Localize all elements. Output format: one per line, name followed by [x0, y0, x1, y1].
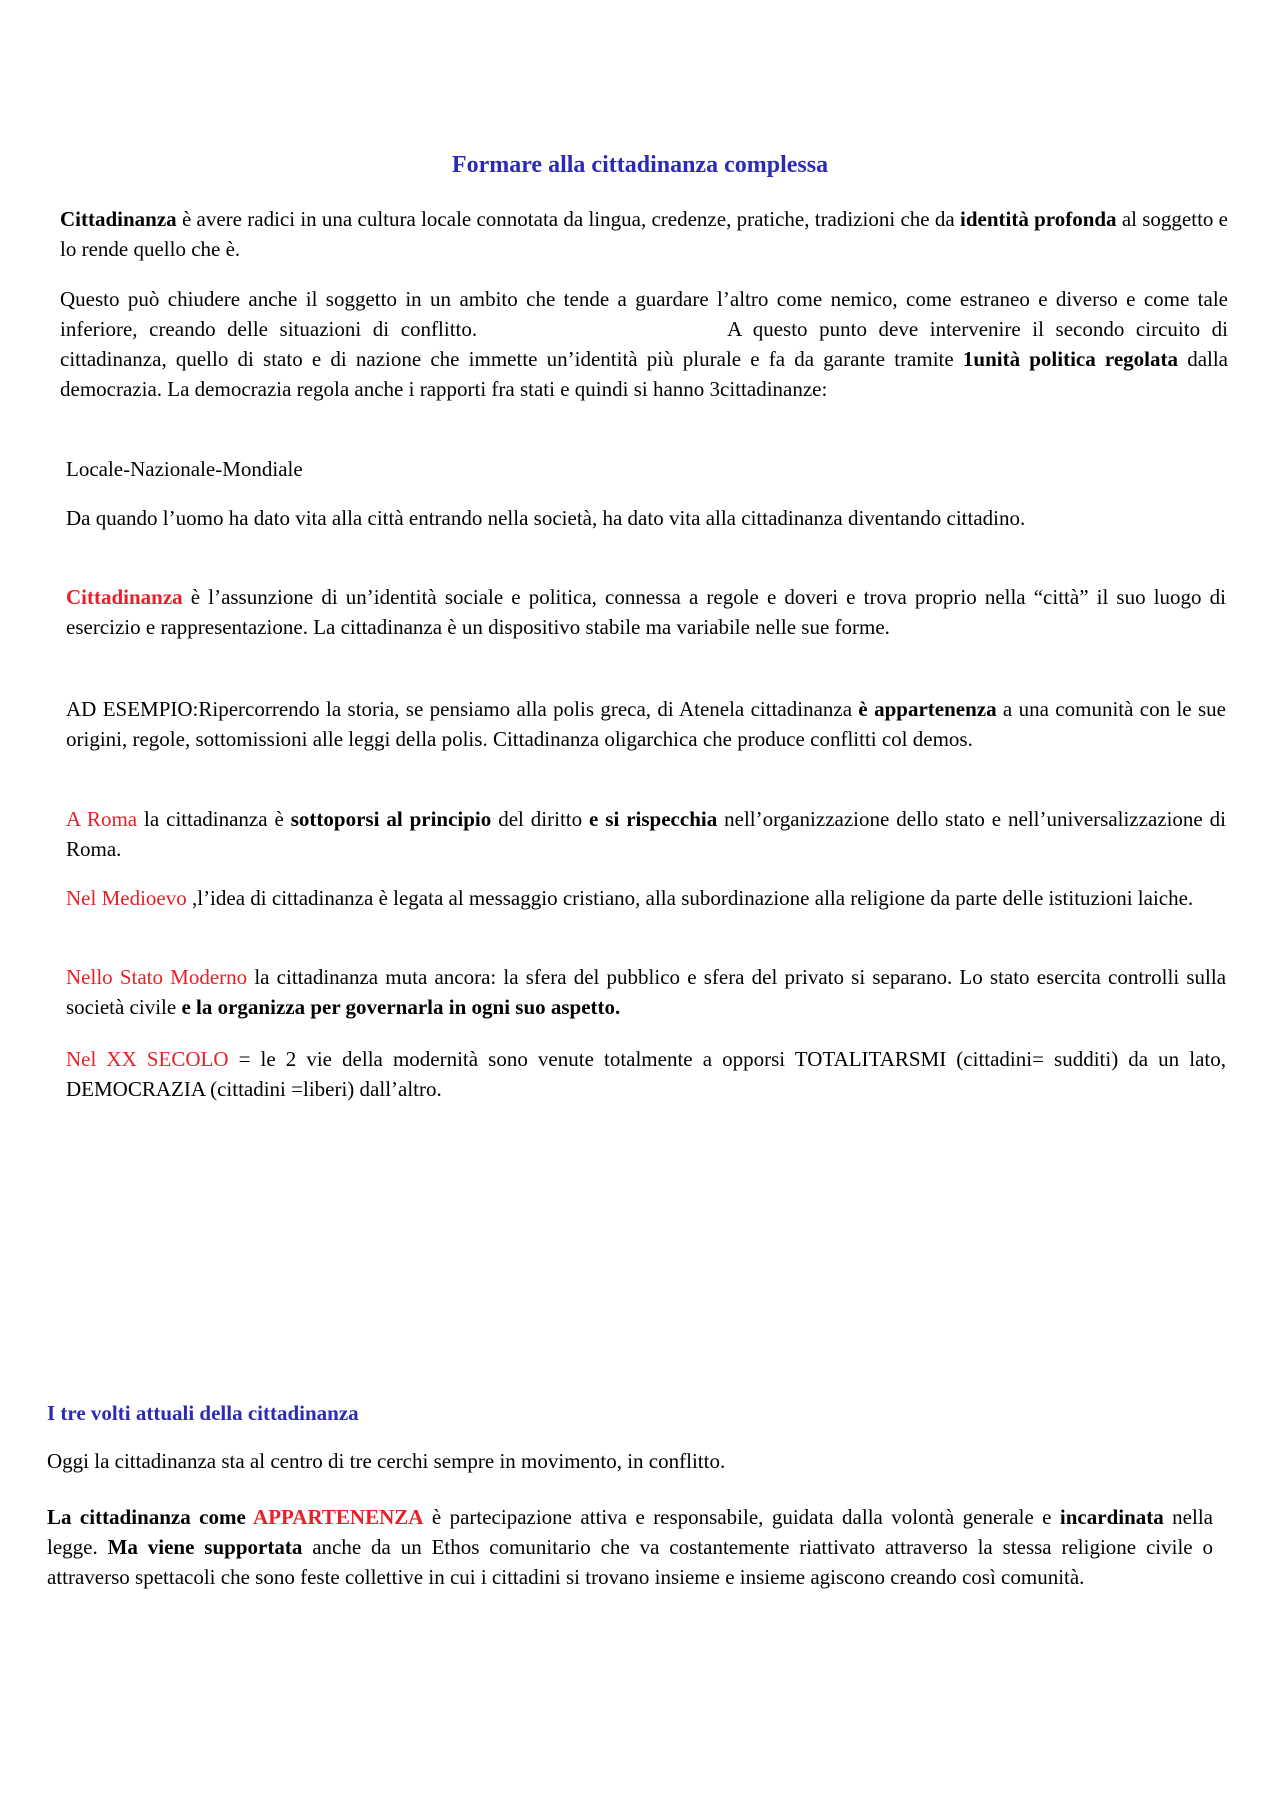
paragraph-greece: AD ESEMPIO:Ripercorrendo la storia, se pensiamo alla polis greca, di Atenela cittadinanza è appartenenza a una comunità con le sue origini, regole, sottomissioni alle leggi della polis. Cittadinanza oligarchica che produce conflitti col demos.	[66, 697, 1226, 751]
paragraph-modern-state: Nello Stato Moderno la cittadinanza muta ancora: la sfera del pubblico e sfera del privato si separano. Lo stato esercita controlli sulla società civile e la organizza per governarla in ogni suo aspetto.	[66, 965, 1227, 1019]
paragraph-belonging: La cittadinanza come APPARTENENZA è partecipazione attiva e responsabile, guidata dalla volontà generale e incardinata nella legge. Ma viene supportata anche da un Ethos comunitario che va costantemente riattivato attraverso la stessa religione civile o attraverso spettacoli che sono feste collettive in cui i cittadini si trovano insieme e insieme agiscono creando così comunità.	[47, 1505, 1213, 1589]
page-title: Formare alla cittadinanza complessa	[451, 152, 829, 178]
paragraph-assumption: Cittadinanza è l’assunzione di un’identità sociale e politica, connessa a regole e doveri e trova proprio nella “città” il suo luogo di esercizio e rappresentazione. La cittadinanza è un dispositivo stabile ma variabile nelle sue forme.	[66, 585, 1226, 639]
paragraph-definition: Cittadinanza è avere radici in una cultura locale connotata da lingua, credenze, pratiche, tradizioni che da identità profonda al soggetto e lo rende quello che è.	[60, 207, 1228, 261]
section-heading: I tre volti attuali della cittadinanza	[47, 1401, 359, 1425]
paragraph-origin: Da quando l’uomo ha dato vita alla città entrando nella società, ha dato vita alla cittadinanza diventando cittadino.	[66, 506, 1026, 530]
paragraph-levels: Locale-Nazionale-Mondiale	[66, 457, 303, 481]
paragraph-rome: A Roma la cittadinanza è sottoporsi al principio del diritto e si rispecchia nell’organizzazione dello stato e nell’universalizzazione di Roma.	[66, 807, 1227, 861]
paragraph-middle-ages: Nel Medioevo ,l’idea di cittadinanza è legata al messaggio cristiano, alla subordinazione alla religione da parte delle istituzioni laiche.	[66, 886, 1194, 910]
paragraph-circuits: Questo può chiudere anche il soggetto in un ambito che tende a guardare l’altro come nemico, come estraneo e diverso e come tale inferiore, creando delle situazioni di conflitto. A questo punto deve intervenire il secondo circuito di cittadinanza, quello di stato e di nazione che immette un’identità più plurale e fa da garante tramite 1unità politica regolata dalla democrazia. La democrazia regola anche i rapporti fra stati e quindi si hanno 3cittadinanze:	[60, 287, 1229, 401]
paragraph-twentieth-century: Nel XX SECOLO = le 2 vie della modernità sono venute totalmente a opporsi TOTALITARSMI (cittadini= sudditi) da un lato, DEMOCRAZIA (cittadini =liberi) dall’altro.	[66, 1047, 1227, 1101]
paragraph-three-circles: Oggi la cittadinanza sta al centro di tre cerchi sempre in movimento, in conflitto.	[47, 1449, 726, 1473]
